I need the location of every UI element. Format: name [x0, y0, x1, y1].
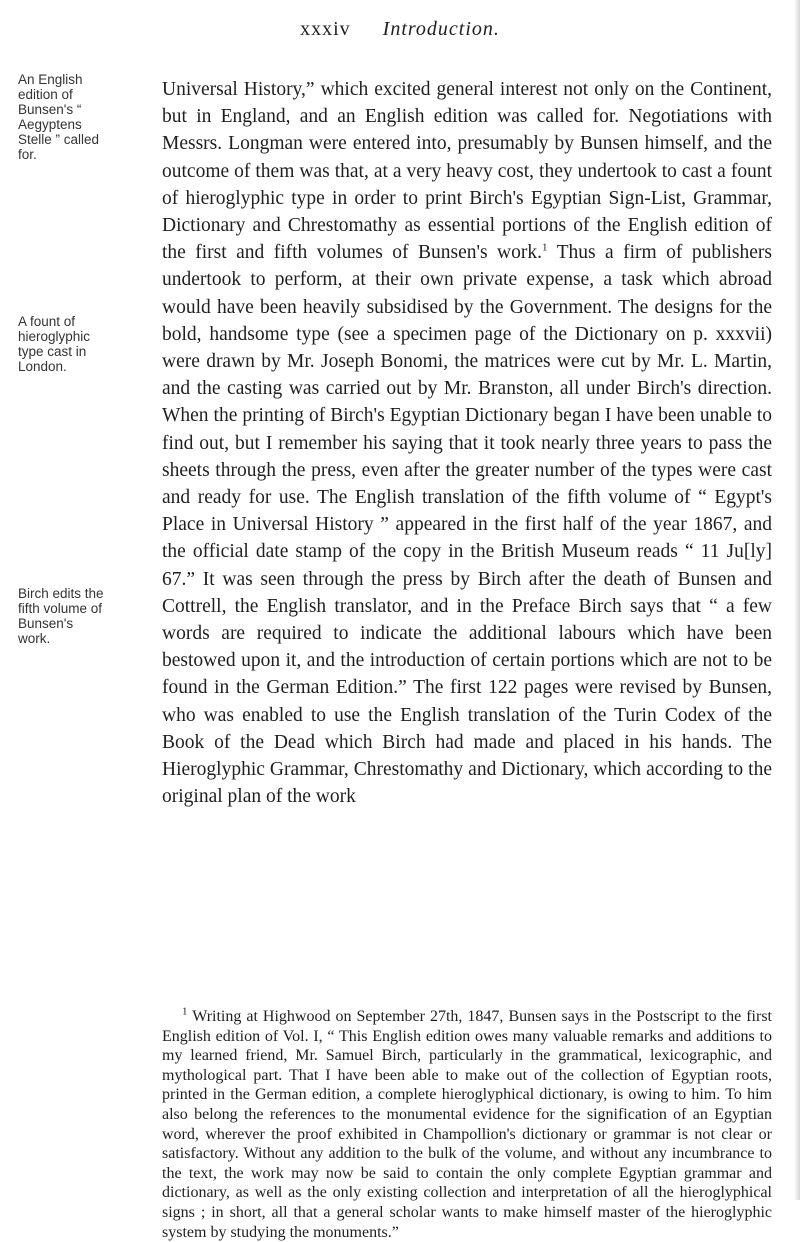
margin-note-english-edition: An English edition of Bunsen's “ Aegyptens Stelle ” called for. [18, 72, 100, 162]
footnote-mark: 1 [182, 1005, 188, 1018]
body-text-part-2: Thus a firm of publishers undertook to perform, at their own private expense, a task which abroad would have been heavily subsidised by the Government. The designs for the bold, handsome type (see a specimen page of the Dictionary on p. xxxvii) were drawn by Mr. Joseph Bonomi, the matrices were cut by Mr. L. Martin, and the casting was carried out by Mr. Branston, all under Birch's direction. When the printing of Birch's Egyptian Dictionary began I have been unable to find out, but I remember his saying that it took nearly three years to pass the sheets through the press, even after the greater number of the types were cast and ready for use. The English translation of the fifth volume of “ Egypt's Place in Universal History ” appeared in the first half of the year 1867, and the official date stamp of the copy in the British Museum reads “ 11 Ju[ly] 67.” It was seen through the press by Birch after the death of Bunsen and Cottrell, the English translator, and in the Preface Birch says that “ a few words are required to indicate the additional labours which have been bestowed upon it, and the introduction of certain portions which are not to be found in the German Edition.” The first 122 pages were revised by Bunsen, who was enabled to use the English translation of the Turin Codex of the Book of the Dead which Birch had made and placed in his hands. The Hieroglyphic Grammar, Chrestomathy and Dictionary, which according to the original plan of the work [162, 242, 773, 808]
running-header [0, 18, 800, 41]
running-title: Introduction. [382, 18, 500, 40]
footnote [162, 1007, 772, 1242]
margin-note-birch-edits: Birch edits the fifth volume of Bunsen's work. [18, 586, 104, 646]
body-paragraph [162, 76, 772, 810]
footnote-text: Writing at Highwood on September 27th, 1847, Bunsen says in the Postscript to the first English edition of Vol. I, “ This English edition owes many valuable remarks and additions to my learned friend, Mr. Samuel Birch, particularly in the grammatical, lexicographic, and mythological part. That I have been able to make out of the collection of Egyptian roots, printed in the German edition, a complete hieroglyphical dictionary, is owing to him. To him also belong the references to the monumental evidence for the signification of an Egyptian word, wherever the proof exhibited in Champollion's dictionary or grammar is not clear or satisfactory. Without any addition to the bulk of the volume, and without any incumbrance to the text, the work may now be said to contain the only complete Egyptian grammar and dictionary, as well as the only existing collection and interpretation of all the hieroglyphical signs ; in short, all that a general scholar wants to make himself master of the hieroglyphic system by studying the monuments.” [162, 1008, 772, 1241]
body-text-part-1: Universal History,” which excited general interest not only on the Continent, but in England, and an English edition was called for. Negotiations with Messrs. Longman were entered into, presumably by Bunsen himself, and the outcome of them was that, at a very heavy cost, they undertook to cast a fount of hieroglyphic type in order to print Birch's Egyptian Sign-List, Grammar, Dictionary and Chrestomathy as essential portions of the English edition of the first and fifth volumes of Bunsen's work. [162, 79, 772, 264]
page-number: xxxiv [300, 18, 351, 40]
page-edge-shadow [794, 0, 800, 1200]
margin-note-hieroglyphic-type: A fount of hieroglyphic type cast in London. [18, 314, 91, 374]
main-text [162, 76, 772, 810]
footnote-reference: 1 [541, 241, 548, 254]
